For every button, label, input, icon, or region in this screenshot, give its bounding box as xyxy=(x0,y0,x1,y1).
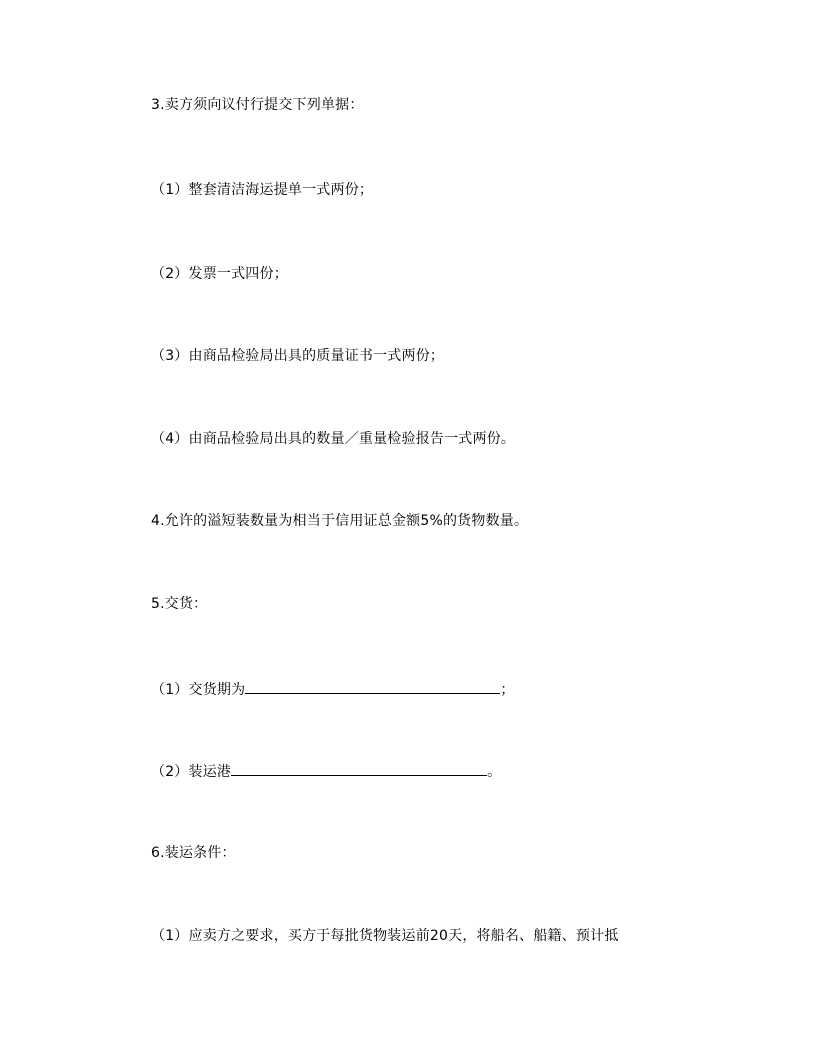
delivery-period-label: （1）交货期为 xyxy=(151,682,246,698)
clause-3-item-3: （3）由商品检验局出具的质量证书一式两份； xyxy=(151,348,445,364)
clause-4: 4.允许的溢短装数量为相当于信用证总金额5%的货物数量。 xyxy=(151,513,529,529)
clause-6-heading: 6.装运条件： xyxy=(151,845,236,861)
port-of-loading-label: （2）装运港 xyxy=(151,764,232,780)
clause-5-item-1 xyxy=(151,678,515,700)
port-of-loading-blank xyxy=(231,760,487,776)
delivery-period-suffix: ； xyxy=(500,682,515,698)
delivery-period-blank xyxy=(245,678,500,694)
clause-5-item-2 xyxy=(151,760,501,782)
clause-5-heading: 5.交货： xyxy=(151,596,208,612)
clause-3-heading: 3.卖方须向议付行提交下列单据： xyxy=(151,97,364,113)
clause-3-item-1: （1）整套清洁海运提单一式两份； xyxy=(151,182,374,198)
clause-6-item-1: （1）应卖方之要求，买方于每批货物装运前20天，将船名、船籍、预计抵 xyxy=(151,928,619,944)
clause-3-item-4: （4）由商品检验局出具的数量／重量检验报告一式两份。 xyxy=(151,431,516,447)
port-of-loading-suffix: 。 xyxy=(487,764,502,780)
clause-3-item-2: （2）发票一式四份； xyxy=(151,266,288,282)
